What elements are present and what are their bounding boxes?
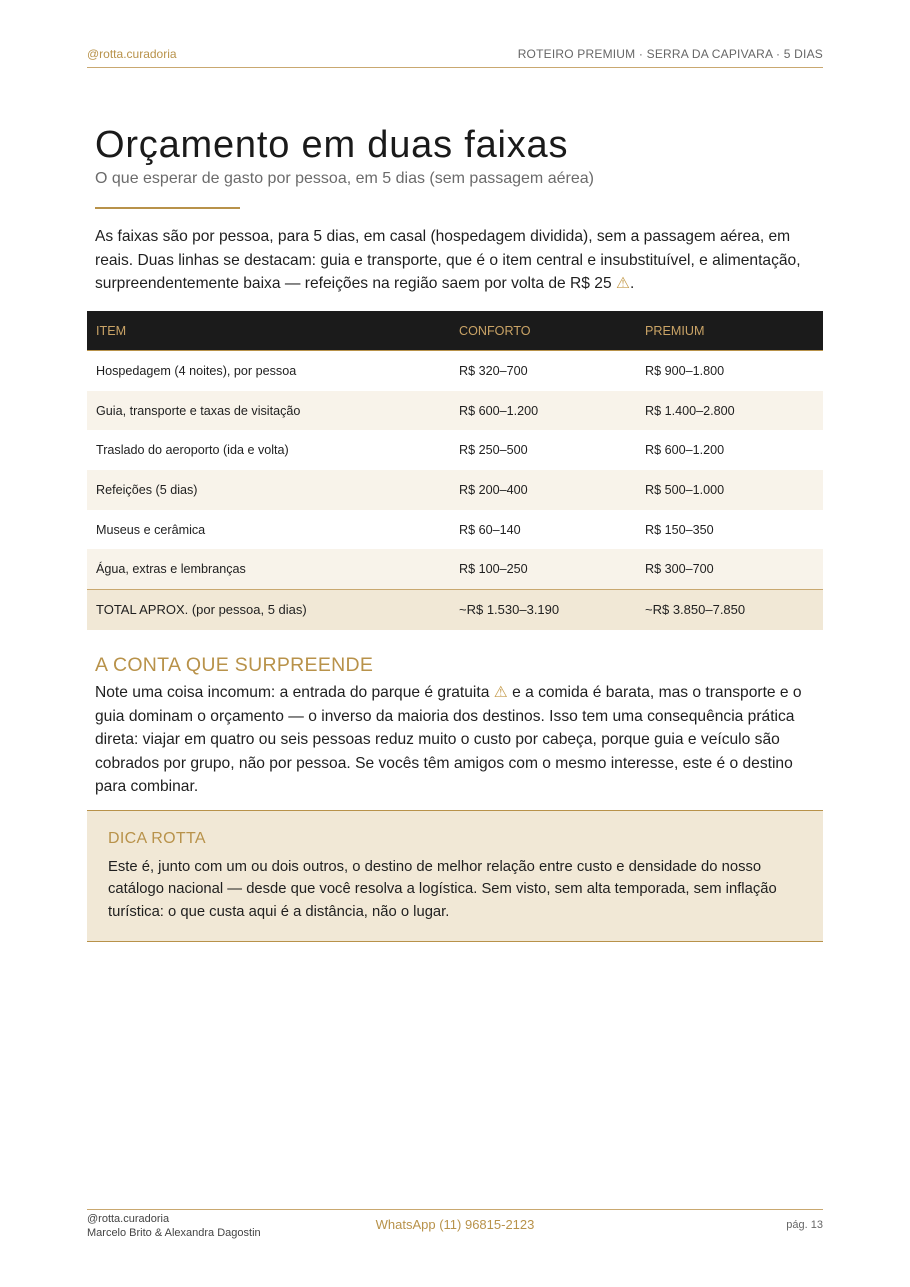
table-row [87,470,823,510]
page-header [87,46,823,68]
intro-text: As faixas são por pessoa, para 5 dias, em casal (hospedagem dividida), sem a passagem aérea, em reais. Duas linhas se destacam: guia e transporte, que é o item central e insubstituível, e alimentação, surpreendentemente baixa — refeições na região saem por volta de R$ 25 [95,228,801,292]
cell-premium: R$ 600–1.200 [645,443,725,458]
warning-icon: ⚠ [493,684,508,701]
table-row [87,351,823,391]
header-doc-title: ROTEIRO PREMIUM · SERRA DA CAPIVARA · 5 DIAS [517,47,823,61]
section-text-after: e a comida é barata, mas o transporte e o guia dominam o orçamento — o inverso da maioria dos destinos. Isso tem uma consequência prática direta: viajar em quatro ou seis pessoas reduz muito o custo por cabeça, porque guia e veículo são cobrados por grupo, não por pessoa. Se vocês têm amigos com o mesmo interesse, este é o destino para combinar. [95,684,802,796]
tip-box [87,810,823,942]
col-header-conforto: CONFORTO [450,311,636,351]
page-number: pág. 13 [786,1219,823,1231]
cell-conforto: R$ 100–250 [450,549,636,589]
table-total-row [87,590,823,630]
cell-premium: R$ 900–1.800 [645,363,725,378]
table-row [87,510,823,550]
cell-item: Traslado do aeroporto (ida e volta) [96,443,289,458]
footer-handle: @rotta.curadoria [87,1213,170,1225]
col-header-item: ITEM [87,311,450,351]
warning-icon: ⚠ [615,275,630,292]
cell-premium: R$ 150–350 [645,522,714,537]
cell-conforto: R$ 200–400 [450,470,636,510]
title-divider [95,207,240,209]
intro-paragraph [95,225,815,296]
budget-table [87,311,823,630]
table-row [87,391,823,431]
header-handle: @rotta.curadoria [87,47,177,61]
cell-item: Museus e cerâmica [96,522,206,537]
cell-conforto: R$ 250–500 [459,443,528,458]
tip-text: Este é, junto com um ou dois outros, o destino de melhor relação entre custo e densidade do nosso catálogo nacional — desde que você resolva a logística. Sem visto, sem alta temporada, sem inflação turística: o que custa aqui é a distância, não o lugar. [108,859,777,920]
cell-premium: R$ 1.400–2.800 [636,391,823,431]
total-label: TOTAL APROX. (por pessoa, 5 dias) [87,590,450,630]
cell-item: Hospedagem (4 noites), por pessoa [96,363,297,378]
cell-item: Água, extras e lembranças [87,549,450,589]
cell-premium: R$ 300–700 [636,549,823,589]
cell-conforto: R$ 60–140 [459,522,521,537]
footer-whatsapp: WhatsApp (11) 96815-2123 [375,1217,535,1232]
page-subtitle: O que esperar de gasto por pessoa, em 5 dias (sem passagem aérea) [95,170,594,187]
page-title: Orçamento em duas faixas [95,124,569,166]
total-premium: ~R$ 3.850–7.850 [636,590,823,630]
table-row [87,430,823,470]
cell-conforto: R$ 320–700 [459,363,528,378]
cell-item: Guia, transporte e taxas de visitação [87,391,450,431]
tip-heading: DICA ROTTA [108,830,206,847]
section-text-before: Note uma coisa incomum: a entrada do parque é gratuita [95,684,490,701]
total-conforto: ~R$ 1.530–3.190 [450,590,636,630]
col-header-premium: PREMIUM [636,311,823,351]
cell-conforto: R$ 600–1.200 [450,391,636,431]
section-paragraph [95,681,820,799]
footer-authors: Marcelo Brito & Alexandra Dagostin [87,1227,261,1239]
table-header-row [87,311,823,351]
cell-premium: R$ 500–1.000 [636,470,823,510]
table-row [87,549,823,589]
section-heading: A CONTA QUE SURPREENDE [95,654,374,676]
cell-item: Refeições (5 dias) [87,470,450,510]
page-footer [87,1209,823,1250]
intro-end: . [629,275,635,292]
